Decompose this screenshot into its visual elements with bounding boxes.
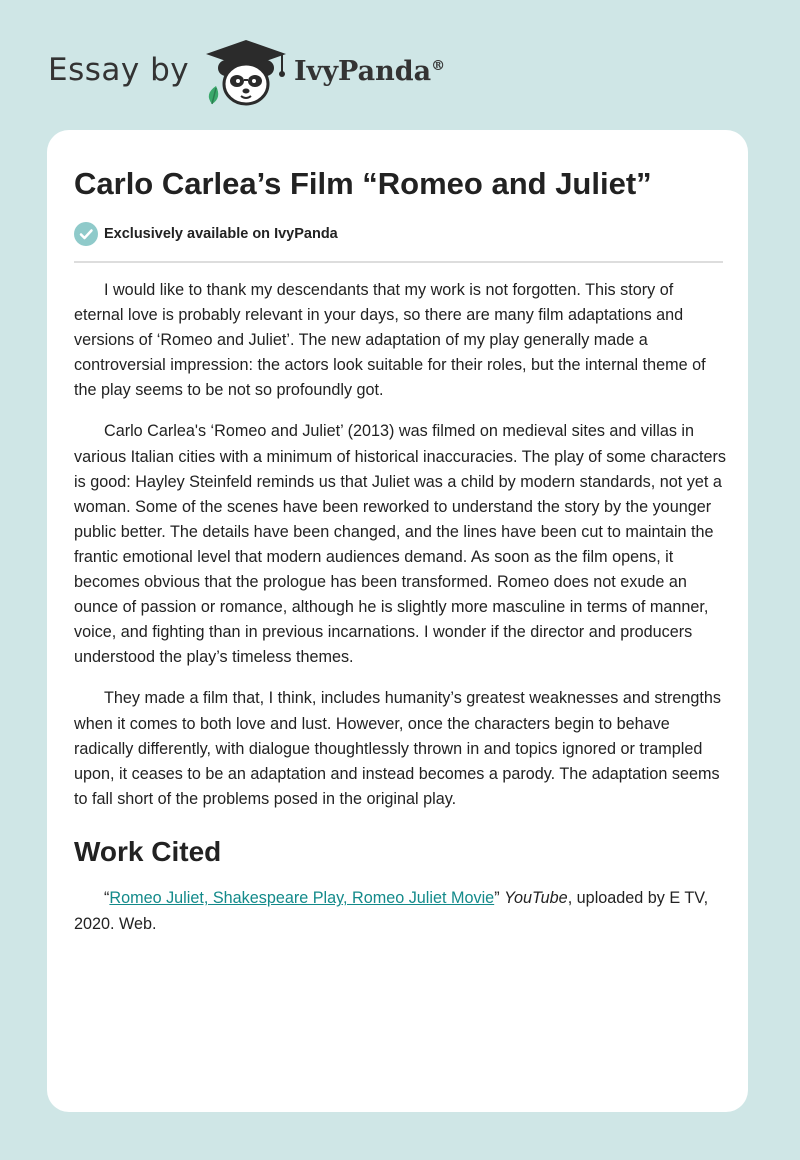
- citation-link[interactable]: Romeo Juliet, Shakespeare Play, Romeo Juliet Movie: [109, 889, 495, 908]
- registered-mark: ®: [431, 58, 446, 74]
- works-cited-heading: Work Cited: [74, 835, 222, 867]
- essay-card: [47, 130, 748, 1112]
- citation-details: , uploaded by E TV, 2020. Web.: [74, 889, 709, 933]
- exclusive-badge: [74, 222, 338, 246]
- citation-close-quote: ”: [494, 889, 500, 908]
- site-header: [48, 38, 508, 108]
- exclusive-label: Exclusively available on IvyPanda: [104, 226, 338, 242]
- citation-entry: [74, 886, 726, 936]
- ivypanda-logo-text[interactable]: [294, 56, 445, 87]
- essay-by-label: Essay by: [48, 52, 190, 88]
- citation-source: YouTube: [504, 889, 568, 908]
- essay-title: Carlo Carlea’s Film “Romeo and Juliet”: [74, 166, 652, 201]
- brand-name: IvyPanda: [294, 56, 432, 87]
- essay-paragraph: Carlo Carlea's ‘Romeo and Juliet’ (2013) was filmed on medieval sites and villas in various Italian cities with a minimum of historical inaccuracies. The play of some characters is good: Hayley Steinfeld reminds us that Juliet was a child by modern standards, not yet a woman. Some of the scenes have been reworked to understand the story by the younger public better. The details have been changed, and the lines have been cut to maintain the frantic emotional level that modern audiences demand. As soon as the film opens, it becomes obvious that the prologue has been transformed. Romeo does not exude an ounce of passion or romance, although he is slightly more masculine in terms of manner, voice, and fighting than in previous incarnations. I wonder if the director and producers understood the play’s timeless themes.: [74, 422, 726, 667]
- essay-body: [74, 278, 726, 953]
- check-circle-icon: [74, 222, 98, 246]
- citation-open-quote: “: [104, 889, 110, 908]
- essay-paragraph: I would like to thank my descendants that my work is not forgotten. This story of eternal love is probably relevant in your days, so there are many film adaptations and versions of ‘Romeo and Juliet’. The new adaptation of my play generally made a controversial impression: the actors look suitable for their roles, but the internal theme of the play seems to be not so profoundly got.: [74, 281, 706, 400]
- panda-graduate-icon: [202, 38, 290, 108]
- essay-paragraph: They made a film that, I think, includes humanity’s greatest weaknesses and strengths when it comes to both love and lust. However, once the characters begin to behave radically differently, with dialogue thoughtlessly thrown in and topics ignored or trampled upon, it ceases to be an adaptation and instead becomes a parody. The adaptation seems to fall short of the problems posed in the original play.: [74, 689, 721, 808]
- title-divider: [74, 261, 723, 263]
